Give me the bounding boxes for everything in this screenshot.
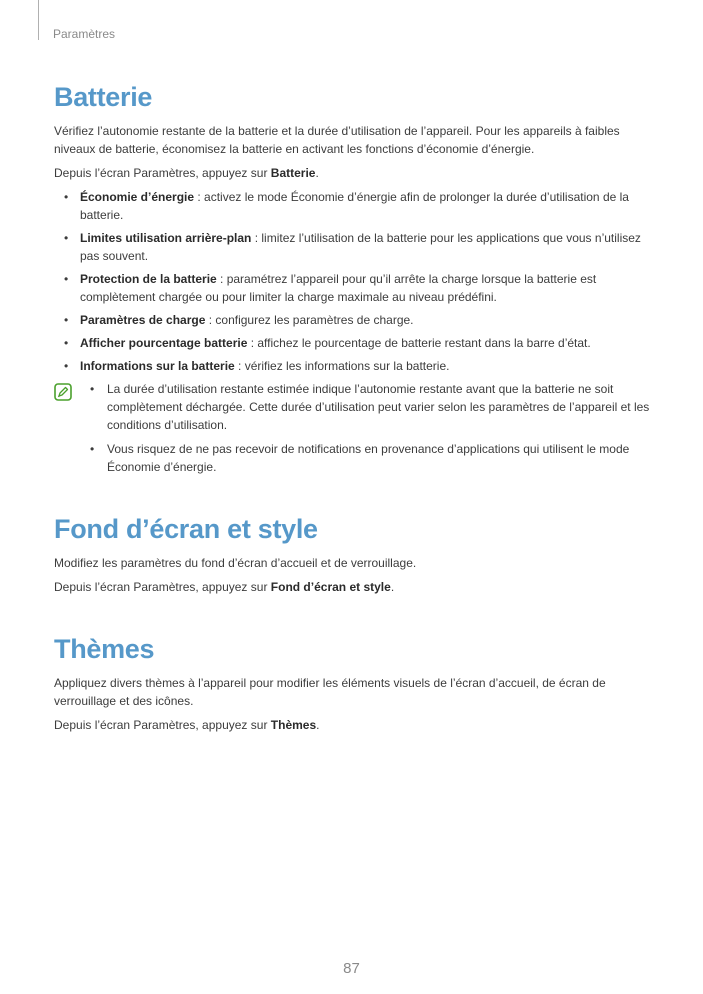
note-item: • Vous risquez de ne pas recevoir de notifications en provenance d’applications qui utilisent le mode Économie d’énergie. bbox=[80, 440, 654, 476]
path-prefix: Depuis l’écran Paramètres, appuyez sur bbox=[54, 580, 271, 594]
batterie-options-list bbox=[54, 188, 654, 375]
page-number: 87 bbox=[343, 960, 360, 977]
path-prefix: Depuis l’écran Paramètres, appuyez sur bbox=[54, 718, 271, 732]
header-divider bbox=[38, 0, 39, 40]
path-target: Fond d’écran et style bbox=[270, 580, 391, 594]
option-desc: : vérifiez les informations sur la batterie. bbox=[234, 359, 450, 373]
option-desc: : activez le mode Économie d’énergie afin de prolonger la durée d’utilisation de la batterie. bbox=[80, 190, 629, 222]
option-term: Afficher pourcentage batterie bbox=[80, 336, 248, 350]
list-item bbox=[54, 357, 654, 375]
note-pencil-icon bbox=[54, 383, 72, 401]
section-fond-ecran bbox=[54, 512, 654, 596]
heading-fond-ecran: Fond d’écran et style bbox=[54, 514, 318, 544]
running-header: Paramètres bbox=[53, 27, 116, 41]
option-term: Limites utilisation arrière-plan bbox=[80, 231, 252, 245]
batterie-path bbox=[54, 164, 654, 182]
option-term: Informations sur la batterie bbox=[80, 359, 235, 373]
option-desc: : paramétrez l’appareil pour qu’il arrête la charge lorsque la batterie est complètement chargée ou pour limiter la charge maximale au niveau prédéfini. bbox=[80, 272, 597, 304]
list-item bbox=[54, 311, 654, 329]
list-item bbox=[54, 334, 654, 352]
path-suffix: . bbox=[316, 718, 320, 732]
heading-batterie: Batterie bbox=[54, 82, 153, 112]
fond-path bbox=[54, 578, 654, 596]
batterie-intro: Vérifiez l’autonomie restante de la batterie et la durée d’utilisation de l’appareil. Pour les appareils à faibles niveaux de batterie, économisez la batterie en activant les fonctions d’économie d’énergie. bbox=[54, 124, 620, 156]
list-item bbox=[54, 270, 654, 306]
section-themes bbox=[54, 632, 654, 734]
path-target: Thèmes bbox=[270, 718, 317, 732]
path-suffix: . bbox=[390, 580, 395, 594]
option-term: Paramètres de charge bbox=[80, 313, 206, 327]
fond-intro: Modifiez les paramètres du fond d’écran d’accueil et de verrouillage. bbox=[54, 556, 417, 570]
themes-intro: Appliquez divers thèmes à l’appareil pour modifier les éléments visuels de l’écran d’accueil, de écran de verrouillage et des icônes. bbox=[54, 676, 606, 708]
note-item: • La durée d’utilisation restante estimée indique l’autonomie restante avant que la batterie ne soit complètement déchargée. Cette durée d’utilisation peut varier selon les paramètres de l’appareil et les conditions d’utilisation. bbox=[80, 380, 654, 434]
list-item bbox=[54, 229, 654, 265]
themes-path bbox=[54, 716, 654, 734]
option-desc: : limitez l’utilisation de la batterie pour les applications que vous n’utilisez pas souvent. bbox=[80, 231, 641, 263]
list-item bbox=[54, 188, 654, 224]
page-content bbox=[54, 80, 654, 734]
option-term: Économie d’énergie bbox=[80, 190, 195, 204]
path-suffix: . bbox=[315, 166, 319, 180]
heading-themes: Thèmes bbox=[54, 634, 155, 664]
path-prefix: Depuis l’écran Paramètres, appuyez sur bbox=[54, 166, 271, 180]
note-list bbox=[80, 380, 654, 476]
note-block bbox=[54, 380, 654, 476]
option-desc: : configurez les paramètres de charge. bbox=[205, 313, 414, 327]
option-term: Protection de la batterie bbox=[80, 272, 217, 286]
option-desc: : affichez le pourcentage de batterie restant dans la barre d’état. bbox=[247, 336, 591, 350]
path-target: Batterie bbox=[270, 166, 316, 180]
